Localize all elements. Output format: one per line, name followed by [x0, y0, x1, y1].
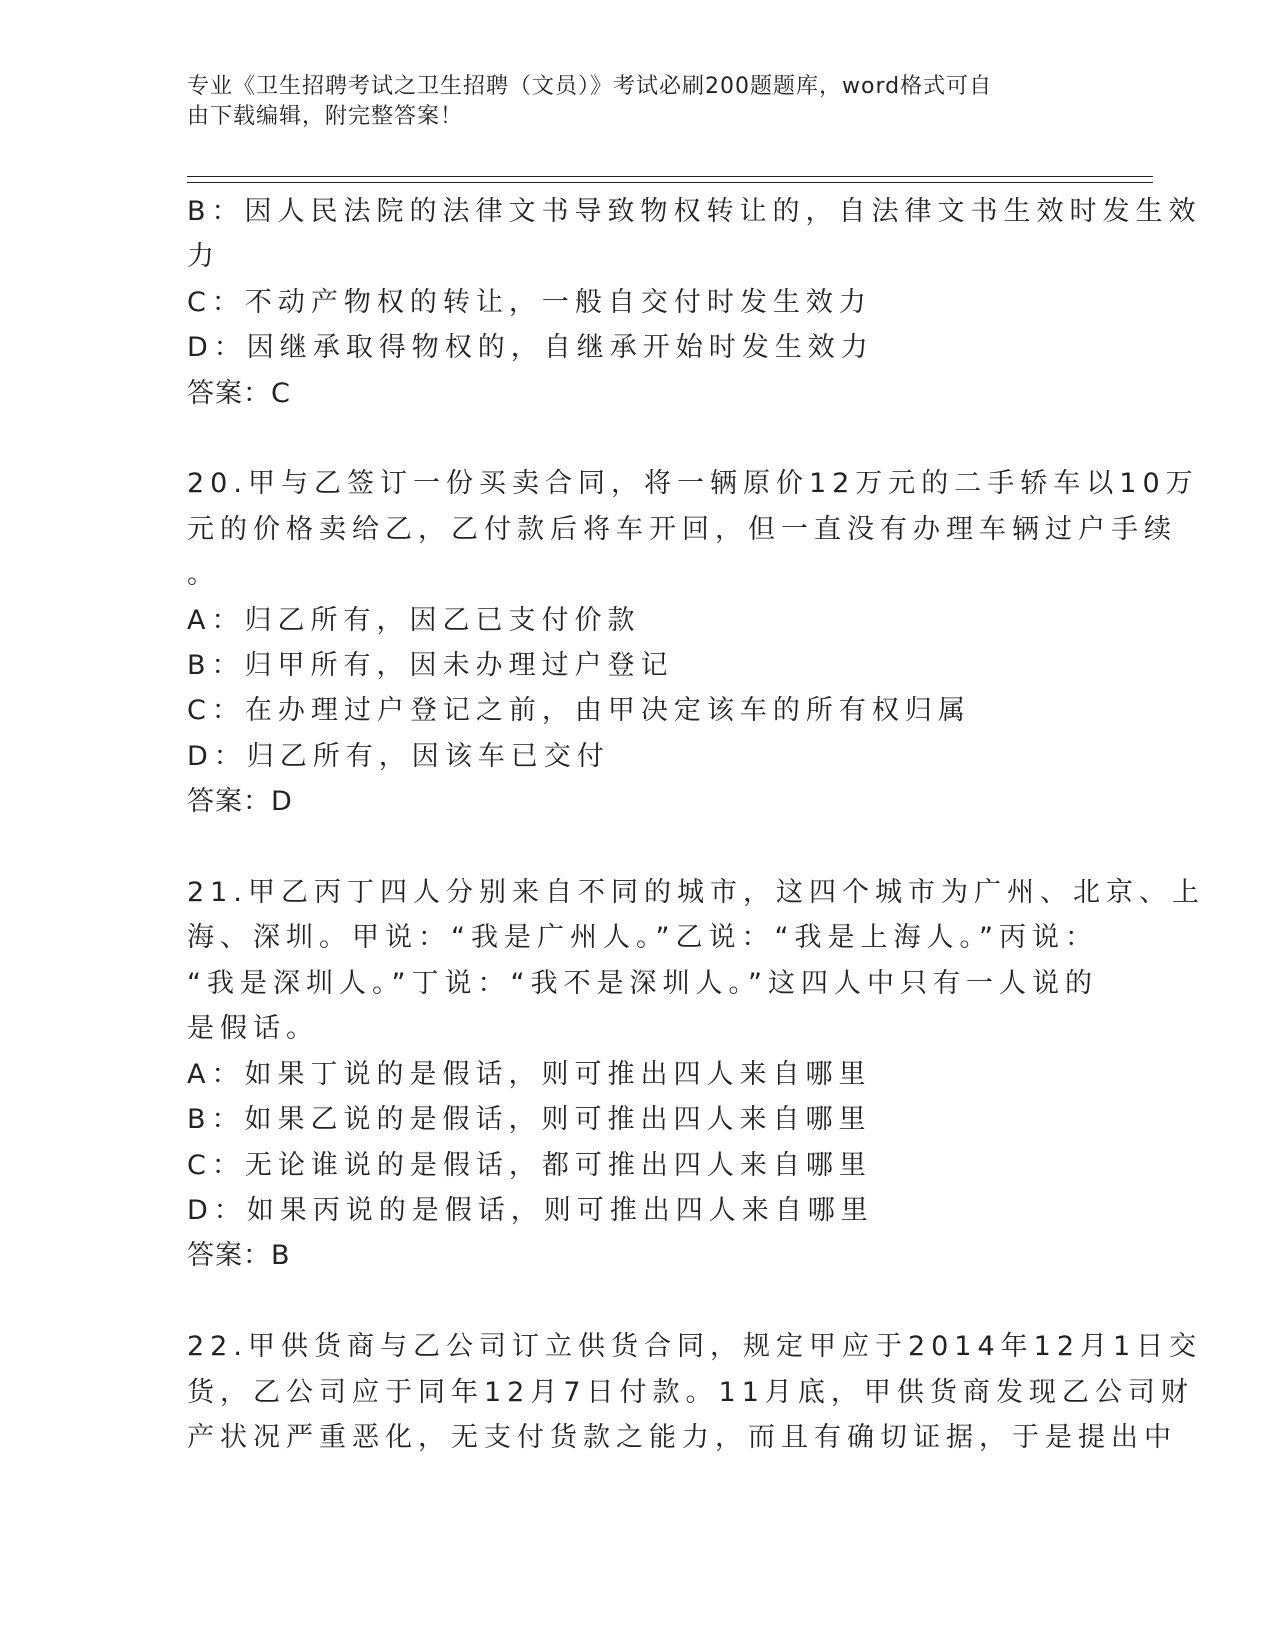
- document-header: [187, 72, 1087, 132]
- header-divider-bottom: [187, 182, 1153, 183]
- text-line: D：归乙所有，因该车已交付: [187, 740, 610, 772]
- header-line-1: 专业《卫生招聘考试之卫生招聘（文员）》考试必刷200题题库，word格式可自: [187, 74, 993, 99]
- paragraph-gap: [187, 416, 1087, 461]
- text-line: “我是深圳人。”丁说：“我不是深圳人。”这四人中只有一人说的: [187, 967, 1098, 999]
- text-line: 22.甲供货商与乙公司订立供货合同，规定甲应于2014年12月1日交: [187, 1331, 1203, 1363]
- text-line: 21.甲乙丙丁四人分别来自不同的城市，这四个城市为广州、北京、上: [187, 877, 1205, 909]
- text-line: A：归乙所有，因乙已支付价款: [187, 604, 641, 636]
- header-divider-top: [187, 176, 1153, 177]
- paragraph-gap: [187, 825, 1087, 870]
- text-line: C：不动产物权的转让，一般自交付时发生效力: [187, 286, 872, 318]
- text-line: C：在办理过户登记之前，由甲决定该车的所有权归属: [187, 695, 971, 727]
- paragraph-gap: [187, 1279, 1087, 1324]
- text-line: B：归甲所有，因未办理过户登记: [187, 650, 674, 682]
- text-line: B：因人民法院的法律文书导致物权转让的，自法律文书生效时发生效: [187, 196, 1202, 227]
- text-line: 20.甲与乙签订一份买卖合同，将一辆原价12万元的二手轿车以10万: [187, 468, 1199, 500]
- text-line: A：如果丁说的是假话，则可推出四人来自哪里: [187, 1058, 872, 1090]
- text-line: C：无论谁说的是假话，都可推出四人来自哪里: [187, 1149, 872, 1181]
- text-line: 是假话。: [187, 1013, 319, 1045]
- text-line: 元的价格卖给乙，乙付款后将车开回，但一直没有办理车辆过户手续: [187, 513, 1177, 545]
- text-line: 。: [187, 559, 220, 591]
- text-line: 海、深圳。甲说：“我是广州人。”乙说：“我是上海人。”丙说：: [187, 922, 1098, 954]
- question-content: [187, 189, 1205, 1460]
- text-line: D：如果丙说的是假话，则可推出四人来自哪里: [187, 1194, 874, 1226]
- text-line: B：如果乙说的是假话，则可推出四人来自哪里: [187, 1104, 872, 1136]
- text-line: 货，乙公司应于同年12月7日付款。11月底，甲供货商发现乙公司财: [187, 1376, 1194, 1408]
- answer-line: 答案：B: [187, 1240, 291, 1272]
- answer-line: 答案：C: [187, 377, 291, 409]
- text-line: 力: [187, 241, 220, 273]
- text-line: D：因继承取得物权的，自继承开始时发生效力: [187, 332, 874, 364]
- answer-line: 答案：D: [187, 786, 293, 818]
- text-line: 产状况严重恶化，无支付货款之能力，而且有确切证据，于是提出中: [187, 1421, 1177, 1453]
- header-line-2: 由下载编辑，附完整答案！: [187, 104, 464, 129]
